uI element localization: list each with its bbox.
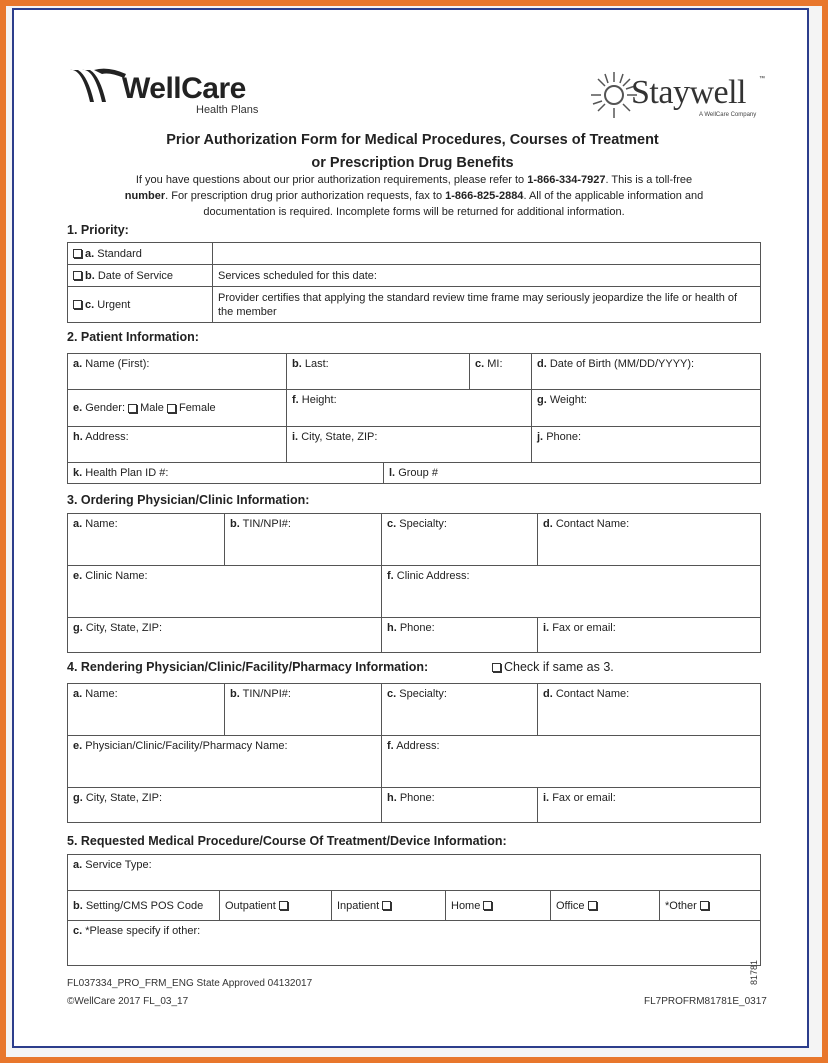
checkbox-icon[interactable] [73, 249, 82, 258]
ordering-clinic-name[interactable]: e. Clinic Name: [68, 566, 382, 618]
patient-id-table [67, 462, 761, 484]
form-title-line2: or Prescription Drug Benefits [311, 155, 514, 171]
form-title-line1: Prior Authorization Form for Medical Procedures, Courses of Treatment [166, 132, 659, 148]
patient-address[interactable]: h. Address: [68, 427, 287, 463]
ordering-heading: 3. Ordering Physician/Clinic Information: [67, 493, 310, 507]
checkbox-icon[interactable] [483, 901, 492, 910]
setting-inpatient[interactable]: Inpatient [332, 891, 446, 921]
setting-other[interactable]: *Other [660, 891, 761, 921]
patient-first-name[interactable]: a. Name (First): [68, 354, 287, 390]
checkbox-icon[interactable] [73, 300, 82, 309]
procedure-table [67, 854, 761, 966]
footer-form-code: FL7PROFRM81781E_0317 [644, 996, 767, 1007]
priority-urgent[interactable]: c. Urgent [68, 287, 213, 323]
patient-height[interactable]: f. Height: [287, 390, 532, 427]
staywell-tm: ™ [759, 76, 765, 82]
procedure-setting-label: b. Setting/CMS POS Code [68, 891, 220, 921]
rendering-name[interactable]: a. Name: [68, 684, 225, 736]
rendering-facility-name[interactable]: e. Physician/Clinic/Facility/Pharmacy Name: [68, 736, 382, 788]
intro-part-e: . All of the applicable information and [523, 190, 704, 202]
staywell-name: Staywell [631, 74, 746, 111]
priority-standard[interactable]: a. Standard [68, 243, 213, 265]
procedure-heading: 5. Requested Medical Procedure/Course Of Treatment/Device Information: [67, 834, 507, 848]
intro-phone: 1-866-334-7927 [527, 174, 606, 186]
priority-urgent-text: Provider certifies that applying the standard review time frame may seriously jeopardize the life or health of the member [213, 287, 761, 323]
patient-city-state-zip[interactable]: i. City, State, ZIP: [287, 427, 532, 463]
patient-phone[interactable]: j. Phone: [532, 427, 761, 463]
intro-part-d: . For prescription drug prior authorization requests, fax to [165, 190, 443, 202]
rendering-heading: 4. Rendering Physician/Clinic/Facility/Pharmacy Information: [67, 660, 429, 674]
checkbox-icon[interactable] [73, 271, 82, 280]
intro-part-a: If you have questions about our prior authorization requirements, please refer to [135, 174, 525, 186]
rendering-contact-name[interactable]: d. Contact Name: [538, 684, 761, 736]
rendering-address[interactable]: f. Address: [382, 736, 761, 788]
ordering-contact-name[interactable]: d. Contact Name: [538, 514, 761, 566]
staywell-subtitle: A WellCare Company [699, 112, 757, 118]
checkbox-icon[interactable] [382, 901, 391, 910]
setting-office[interactable]: Office [551, 891, 660, 921]
patient-dob[interactable]: d. Date of Birth (MM/DD/YYYY): [532, 354, 761, 390]
checkbox-icon[interactable] [700, 901, 709, 910]
ordering-specialty[interactable]: c. Specialty: [382, 514, 538, 566]
intro-number-word: number [124, 190, 166, 202]
ordering-fax-email[interactable]: i. Fax or email: [538, 618, 761, 653]
ordering-tin-npi[interactable]: b. TIN/NPI#: [225, 514, 382, 566]
footer-approval: FL037334_PRO_FRM_ENG State Approved 04132017 [67, 978, 313, 989]
ordering-city-state-zip[interactable]: g. City, State, ZIP: [68, 618, 382, 653]
intro-text [74, 172, 754, 220]
patient-heading: 2. Patient Information: [67, 330, 199, 344]
female-checkbox-icon[interactable] [167, 404, 176, 413]
ordering-table [67, 513, 761, 653]
wellcare-subtitle: Health Plans [196, 104, 259, 116]
footer-rotated-code: 81781 [749, 959, 759, 985]
rendering-city-state-zip[interactable]: g. City, State, ZIP: [68, 788, 382, 823]
wellcare-swoosh-icon [68, 66, 128, 106]
priority-heading: 1. Priority: [67, 223, 129, 237]
rendering-specialty[interactable]: c. Specialty: [382, 684, 538, 736]
checkbox-icon[interactable] [588, 901, 597, 910]
rendering-phone[interactable]: h. Phone: [382, 788, 538, 823]
wellcare-name: WellCare [122, 72, 246, 105]
patient-weight[interactable]: g. Weight: [532, 390, 761, 427]
intro-part-f: documentation is required. Incomplete forms will be returned for additional information. [203, 206, 625, 218]
setting-outpatient[interactable]: Outpatient [220, 891, 332, 921]
ordering-name[interactable]: a. Name: [68, 514, 225, 566]
footer-copyright: ©WellCare 2017 FL_03_17 [67, 996, 189, 1007]
checkbox-icon[interactable] [279, 901, 288, 910]
rendering-table [67, 683, 761, 823]
rendering-tin-npi[interactable]: b. TIN/NPI#: [225, 684, 382, 736]
ordering-clinic-address[interactable]: f. Clinic Address: [382, 566, 761, 618]
priority-standard-blank [213, 243, 761, 265]
setting-home[interactable]: Home [446, 891, 551, 921]
intro-part-b: . This is a toll-free [605, 174, 693, 186]
patient-last-name[interactable]: b. Last: [287, 354, 470, 390]
patient-table [67, 353, 761, 463]
patient-health-plan-id[interactable]: k. Health Plan ID #: [68, 463, 384, 484]
patient-mi[interactable]: c. MI: [470, 354, 532, 390]
procedure-specify-other[interactable]: c. *Please specify if other: [68, 921, 761, 966]
checkbox-icon[interactable] [492, 663, 501, 672]
form-page [12, 8, 809, 1048]
priority-table [67, 242, 761, 323]
check-same-option[interactable]: Check if same as 3. [492, 660, 614, 674]
wellcare-logo [68, 66, 278, 126]
staywell-logo [589, 70, 769, 130]
rendering-fax-email[interactable]: i. Fax or email: [538, 788, 761, 823]
intro-fax: 1-866-825-2884 [445, 190, 524, 202]
priority-date-of-service[interactable]: b. Date of Service [68, 265, 213, 287]
procedure-service-type[interactable]: a. Service Type: [68, 855, 761, 891]
priority-date-field[interactable]: Services scheduled for this date: [213, 265, 761, 287]
ordering-phone[interactable]: h. Phone: [382, 618, 538, 653]
patient-group-number[interactable]: l. Group # [384, 463, 761, 484]
male-checkbox-icon[interactable] [128, 404, 137, 413]
patient-gender[interactable]: e. Gender: Male Female [68, 390, 287, 427]
